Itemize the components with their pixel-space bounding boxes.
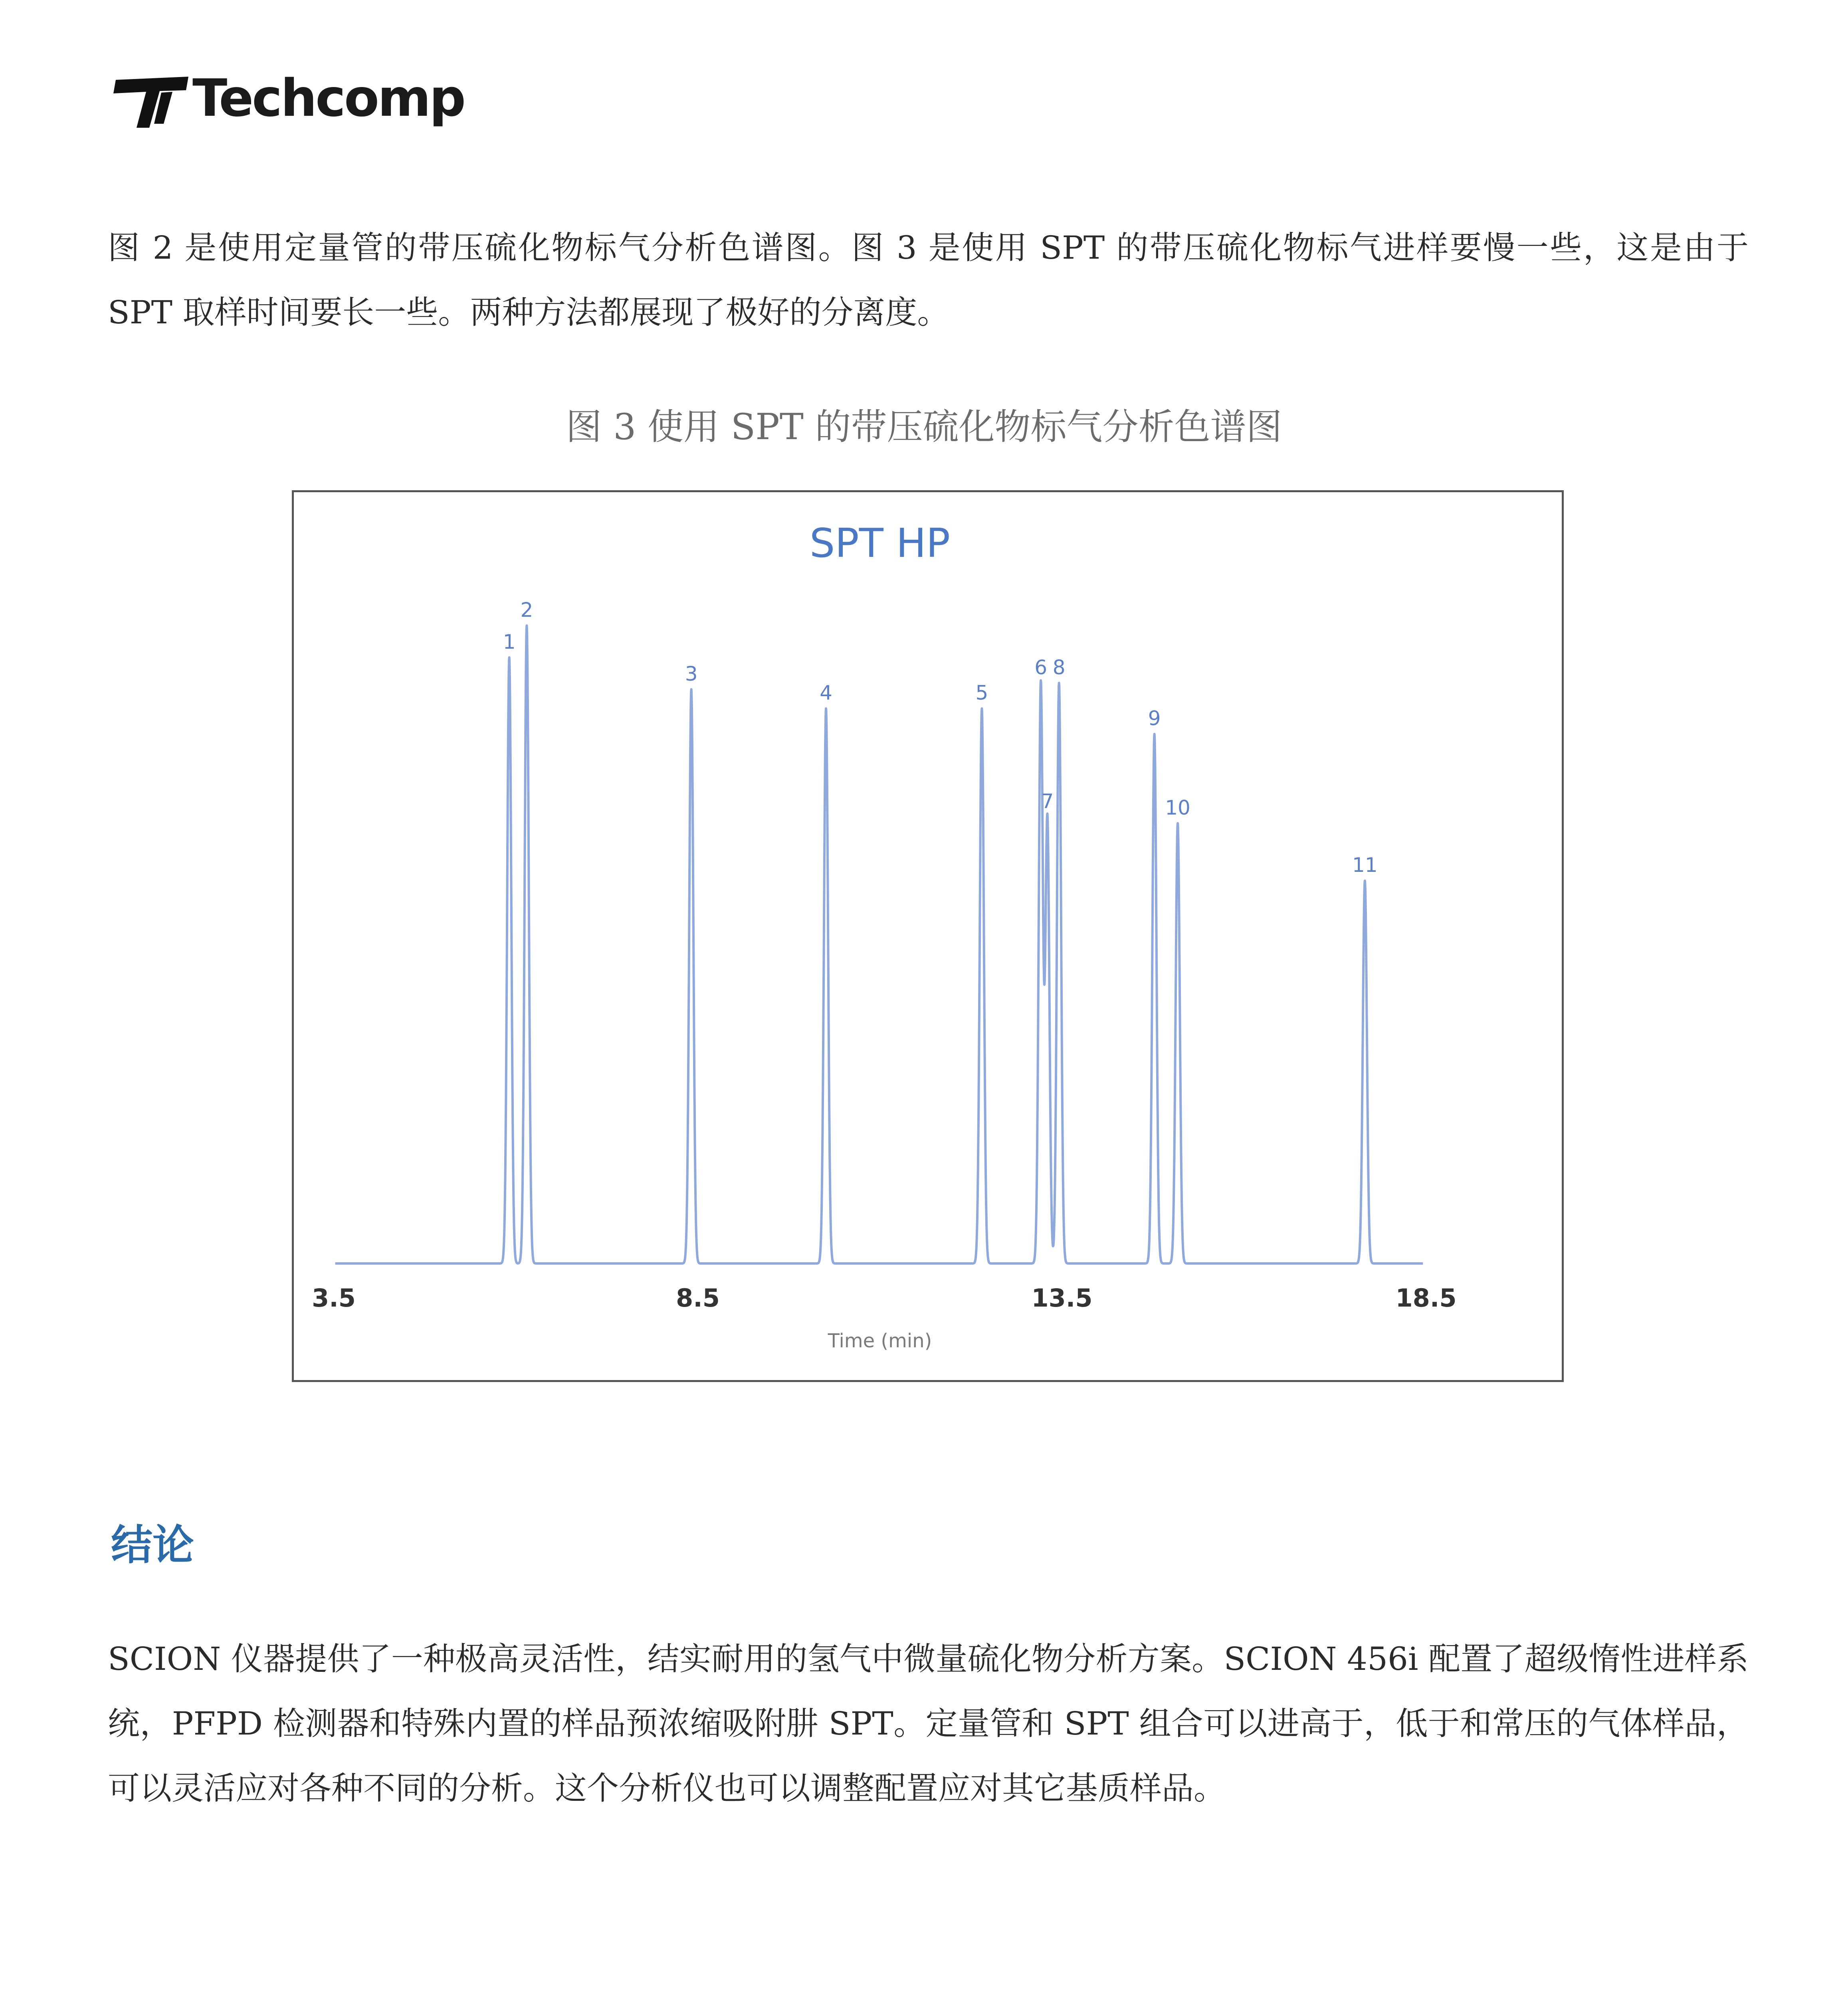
intro-paragraph: 图 2 是使用定量管的带压硫化物标气分析色谱图。图 3 是使用 SPT 的带压硫化物标气进样要慢一些，这是由于 SPT 取样时间要长一些。两种方法都展现了极好的分离度。: [108, 229, 1749, 331]
x-axis-label: Time (min): [828, 1330, 932, 1352]
peak-label-5: 5: [975, 681, 988, 705]
peak-label-7: 7: [1041, 790, 1054, 813]
x-tick-label: 8.5: [676, 1283, 720, 1313]
chart-title: SPT HP: [809, 520, 951, 566]
techcomp-logo: [113, 68, 464, 132]
section-heading: 结论: [111, 1521, 194, 1569]
x-tick-label: 18.5: [1395, 1283, 1457, 1313]
techcomp-t-logo-icon: [113, 68, 192, 132]
figure-caption: 图 3 使用 SPT 的带压硫化物标气分析色谱图: [566, 406, 1282, 448]
peak-label-1: 1: [503, 630, 516, 653]
peak-label-3: 3: [685, 662, 698, 685]
logo-text: Techcomp: [192, 69, 464, 128]
peak-label-11: 11: [1352, 853, 1378, 877]
x-axis-ticks: [312, 1283, 1456, 1313]
peak-label-6: 6: [1034, 655, 1048, 679]
peak-labels: [503, 598, 1378, 877]
chromatogram-chart: [294, 492, 1562, 1380]
peak-label-8: 8: [1052, 655, 1066, 679]
x-tick-label: 13.5: [1031, 1283, 1093, 1313]
conclusion-paragraph: SCION 仪器提供了一种极高灵活性，结实耐用的氢气中微量硫化物分析方案。SCION 456i 配置了超级惰性进样系统，PFPD 检测器和特殊内置的样品预浓缩吸附肼 SPT。定量管和 SPT 组合可以进高于，低于和常压的气体样品，可以灵活应对各种不同的分析。这个分析仪也可以调整配置应对其它基质样品。: [108, 1640, 1749, 1807]
peak-label-4: 4: [820, 681, 832, 705]
peak-label-9: 9: [1148, 707, 1161, 730]
chromatogram-figure: [292, 490, 1564, 1382]
chromatogram-trace-line: [335, 626, 1423, 1263]
peak-label-2: 2: [520, 598, 533, 622]
peak-label-10: 10: [1165, 796, 1190, 820]
x-tick-label: 3.5: [312, 1283, 356, 1313]
